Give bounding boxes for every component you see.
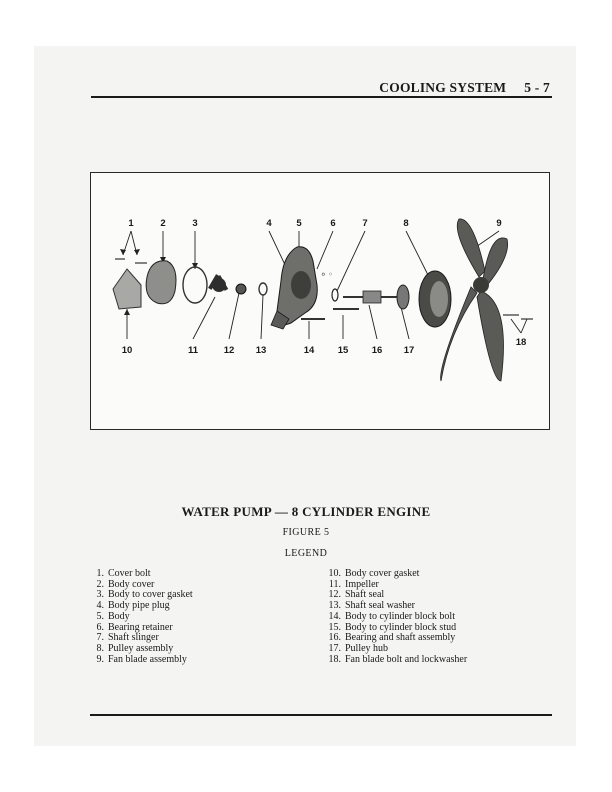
figure-number-label: FIGURE 5 xyxy=(282,527,330,538)
legend-item: 12. Shaft seal xyxy=(328,589,385,601)
legend-item: 8. Pulley assembly xyxy=(96,642,174,654)
callout-18: 18 xyxy=(515,337,527,348)
callout-14: 14 xyxy=(303,345,315,356)
legend-heading: LEGEND xyxy=(284,548,328,559)
callout-6: 6 xyxy=(330,218,336,229)
legend-item: 3. Body to cover gasket xyxy=(96,589,193,601)
callout-7: 7 xyxy=(362,218,368,229)
callout-13: 13 xyxy=(255,345,267,356)
legend-item: 11. Impeller xyxy=(328,578,379,590)
callout-10: 10 xyxy=(121,345,133,356)
callout-4: 4 xyxy=(266,218,272,229)
page-header xyxy=(379,80,550,96)
legend-item: 10. Body cover gasket xyxy=(328,568,420,579)
legend-item: 14. Body to cylinder block bolt xyxy=(328,610,455,622)
legend-item: 17. Pulley hub xyxy=(328,642,389,654)
callout-11: 11 xyxy=(187,345,199,356)
legend-item: 9. Fan blade assembly xyxy=(96,653,187,665)
callout-8: 8 xyxy=(403,218,409,229)
legend-item: 7. Shaft slinger xyxy=(96,632,159,644)
legend-item: 16. Bearing and shaft assembly xyxy=(328,632,456,644)
callout-9: 9 xyxy=(496,218,502,229)
page-number: 5 - 7 xyxy=(524,80,550,95)
figure-caption-title: WATER PUMP — 8 CYLINDER ENGINE xyxy=(181,504,431,519)
legend-list-right xyxy=(326,569,467,665)
legend-item: 4. Body pipe plug xyxy=(96,600,170,612)
callout-12: 12 xyxy=(223,345,235,356)
legend-list-left xyxy=(89,569,193,665)
callout-3: 3 xyxy=(192,218,198,229)
footer-rule xyxy=(90,714,552,716)
callout-17: 17 xyxy=(403,345,415,356)
svg-text:⸰ ◦: ⸰ ◦ xyxy=(321,270,333,279)
callout-16: 16 xyxy=(371,345,383,356)
callout-5: 5 xyxy=(296,218,302,229)
header-rule xyxy=(91,96,552,98)
callout-15: 15 xyxy=(337,345,349,356)
legend-item: 18. Fan blade bolt and lockwasher xyxy=(328,653,468,665)
legend-item: 1. Cover bolt xyxy=(96,568,151,579)
legend-item: 6. Bearing retainer xyxy=(96,621,173,633)
legend-item: 2. Body cover xyxy=(96,578,155,590)
exploded-view-figure xyxy=(90,172,550,430)
water-pump-illustration xyxy=(91,173,551,431)
legend-item: 13. Shaft seal washer xyxy=(328,600,415,612)
callout-2: 2 xyxy=(160,218,166,229)
callout-1: 1 xyxy=(128,218,134,229)
legend-item: 5. Body xyxy=(96,610,130,622)
section-title: COOLING SYSTEM xyxy=(379,80,507,95)
legend-item: 15. Body to cylinder block stud xyxy=(328,621,457,633)
